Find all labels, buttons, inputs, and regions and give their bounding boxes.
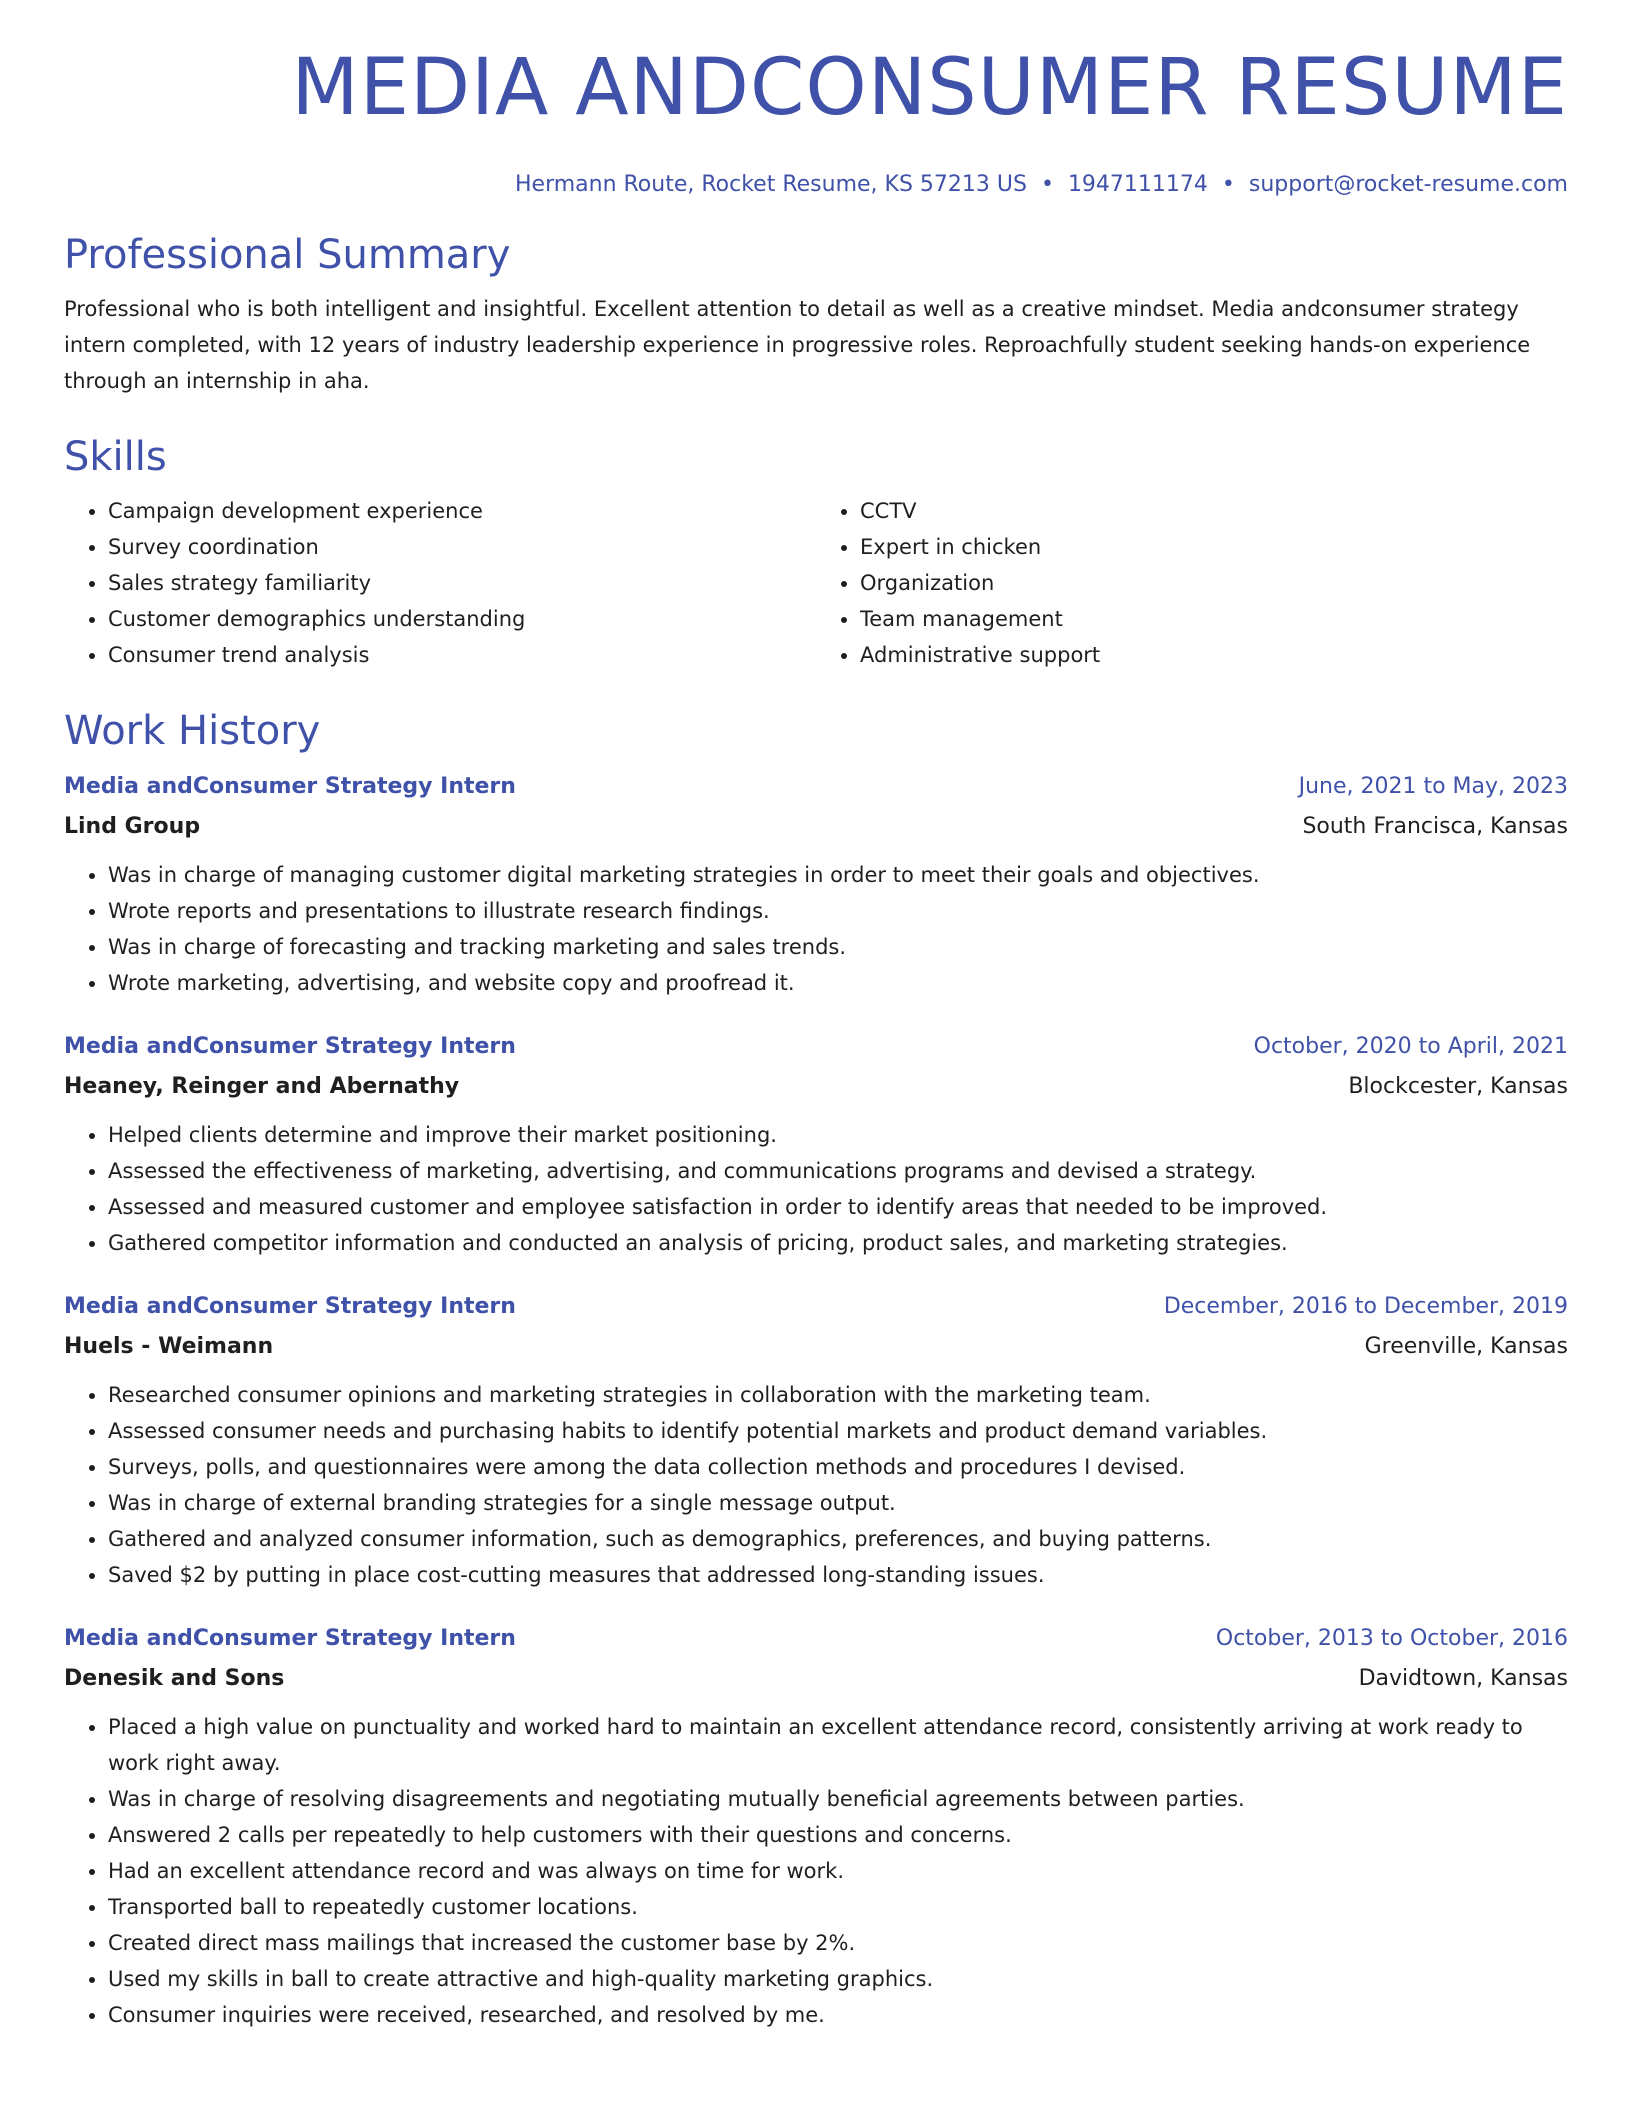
skill-item: • Survey coordination bbox=[108, 529, 816, 565]
contact-phone: 1947111174 bbox=[1067, 171, 1208, 197]
job-bullet: • Saved $2 by putting in place cost-cutting measures that addressed long-standing issues. bbox=[108, 1557, 1568, 1593]
job-bullet: • Used my skills in ball to create attractive and high-quality marketing graphics. bbox=[108, 1961, 1568, 1997]
contact-separator: • bbox=[1221, 171, 1235, 197]
job-location: South Francisca, Kansas bbox=[1302, 813, 1568, 839]
summary-text: Professional who is both intelligent and insightful. Excellent attention to detail as well as a creative mindset. Media andconsumer strategy intern completed, with 12 years of industry leadership experience in progressive roles. Reproachfully student seeking hands-on experience through an internship in aha. bbox=[64, 296, 1531, 393]
job-company-row bbox=[64, 807, 1568, 847]
skill-item: • Organization bbox=[860, 565, 1568, 601]
skill-item: • Team management bbox=[860, 601, 1568, 637]
job-bullets bbox=[64, 1709, 1568, 2033]
skill-item: • CCTV bbox=[860, 493, 1568, 529]
job-company: Huels - Weimann bbox=[64, 1333, 274, 1359]
contact-address: Hermann Route, Rocket Resume, KS 57213 US bbox=[514, 171, 1027, 197]
job-bullets bbox=[64, 1117, 1568, 1261]
work-history-heading: Work History bbox=[64, 707, 321, 754]
job-bullet: • Was in charge of resolving disagreements and negotiating mutually beneficial agreements between parties. bbox=[108, 1781, 1568, 1817]
job-company-row bbox=[64, 1067, 1568, 1107]
summary-heading: Professional Summary bbox=[64, 231, 511, 278]
job-entry bbox=[64, 1287, 1568, 1593]
job-company: Denesik and Sons bbox=[64, 1665, 285, 1691]
job-dates: October, 2013 to October, 2016 bbox=[1215, 1625, 1568, 1651]
job-bullet: • Was in charge of managing customer digital marketing strategies in order to meet their goals and objectives. bbox=[108, 857, 1568, 893]
job-dates: June, 2021 to May, 2023 bbox=[1298, 773, 1568, 799]
job-bullet: • Surveys, polls, and questionnaires were among the data collection methods and procedures I devised. bbox=[108, 1449, 1568, 1485]
job-title-row bbox=[64, 1619, 1568, 1659]
job-title: Media andConsumer Strategy Intern bbox=[64, 773, 516, 799]
skill-item: • Consumer trend analysis bbox=[108, 637, 816, 673]
job-title: Media andConsumer Strategy Intern bbox=[64, 1293, 516, 1319]
skill-item: • Expert in chicken bbox=[860, 529, 1568, 565]
job-dates: October, 2020 to April, 2021 bbox=[1253, 1033, 1568, 1059]
job-bullet: • Placed a high value on punctuality and worked hard to maintain an excellent attendance record, consistently arriving at work ready to work right away. bbox=[108, 1709, 1568, 1781]
job-bullet: • Gathered and analyzed consumer information, such as demographics, preferences, and buying patterns. bbox=[108, 1521, 1568, 1557]
job-company-row bbox=[64, 1327, 1568, 1367]
skills-grid bbox=[64, 493, 1568, 673]
job-title-row bbox=[64, 767, 1568, 807]
skill-item: • Customer demographics understanding bbox=[108, 601, 816, 637]
job-company: Heaney, Reinger and Abernathy bbox=[64, 1073, 460, 1099]
job-location: Davidtown, Kansas bbox=[1358, 1665, 1568, 1691]
skill-item: • Campaign development experience bbox=[108, 493, 816, 529]
job-bullet: • Was in charge of external branding strategies for a single message output. bbox=[108, 1485, 1568, 1521]
job-company-row bbox=[64, 1659, 1568, 1699]
skills-right-column bbox=[816, 493, 1568, 673]
job-entry bbox=[64, 767, 1568, 1001]
job-dates: December, 2016 to December, 2019 bbox=[1163, 1293, 1568, 1319]
job-bullet: • Gathered competitor information and conducted an analysis of pricing, product sales, and marketing strategies. bbox=[108, 1225, 1568, 1261]
job-entry bbox=[64, 1027, 1568, 1261]
job-bullet: • Assessed consumer needs and purchasing habits to identify potential markets and product demand variables. bbox=[108, 1413, 1568, 1449]
job-bullet: • Wrote marketing, advertising, and website copy and proofread it. bbox=[108, 965, 1568, 1001]
job-company: Lind Group bbox=[64, 813, 201, 839]
skill-item: • Administrative support bbox=[860, 637, 1568, 673]
job-title: Media andConsumer Strategy Intern bbox=[64, 1033, 516, 1059]
skill-item: • Sales strategy familiarity bbox=[108, 565, 816, 601]
job-title: Media andConsumer Strategy Intern bbox=[64, 1625, 516, 1651]
job-entry bbox=[64, 1619, 1568, 2033]
job-location: Blockcester, Kansas bbox=[1348, 1073, 1568, 1099]
resume-title: MEDIA ANDCONSUMER RESUME bbox=[291, 43, 1568, 133]
job-bullet: • Assessed and measured customer and employee satisfaction in order to identify areas that needed to be improved. bbox=[108, 1189, 1568, 1225]
skills-heading: Skills bbox=[64, 433, 167, 480]
job-bullet: • Assessed the effectiveness of marketing, advertising, and communications programs and devised a strategy. bbox=[108, 1153, 1568, 1189]
job-bullet: • Was in charge of forecasting and tracking marketing and sales trends. bbox=[108, 929, 1568, 965]
contact-email[interactable]: support@rocket-resume.com bbox=[1248, 171, 1568, 197]
job-bullets bbox=[64, 857, 1568, 1001]
job-title-row bbox=[64, 1027, 1568, 1067]
job-bullets bbox=[64, 1377, 1568, 1593]
job-location: Greenville, Kansas bbox=[1364, 1333, 1568, 1359]
job-bullet: • Had an excellent attendance record and was always on time for work. bbox=[108, 1853, 1568, 1889]
job-bullet: • Wrote reports and presentations to illustrate research findings. bbox=[108, 893, 1568, 929]
job-bullet: • Consumer inquiries were received, researched, and resolved by me. bbox=[108, 1997, 1568, 2033]
job-bullet: • Answered 2 calls per repeatedly to help customers with their questions and concerns. bbox=[108, 1817, 1568, 1853]
job-bullet: • Created direct mass mailings that increased the customer base by 2%. bbox=[108, 1925, 1568, 1961]
job-bullet: • Researched consumer opinions and marketing strategies in collaboration with the marketing team. bbox=[108, 1377, 1568, 1413]
skills-left-column bbox=[64, 493, 816, 673]
job-bullet: • Transported ball to repeatedly customer locations. bbox=[108, 1889, 1568, 1925]
job-bullet: • Helped clients determine and improve their market positioning. bbox=[108, 1117, 1568, 1153]
contact-line bbox=[64, 172, 1568, 197]
contact-separator: • bbox=[1040, 171, 1054, 197]
job-title-row bbox=[64, 1287, 1568, 1327]
